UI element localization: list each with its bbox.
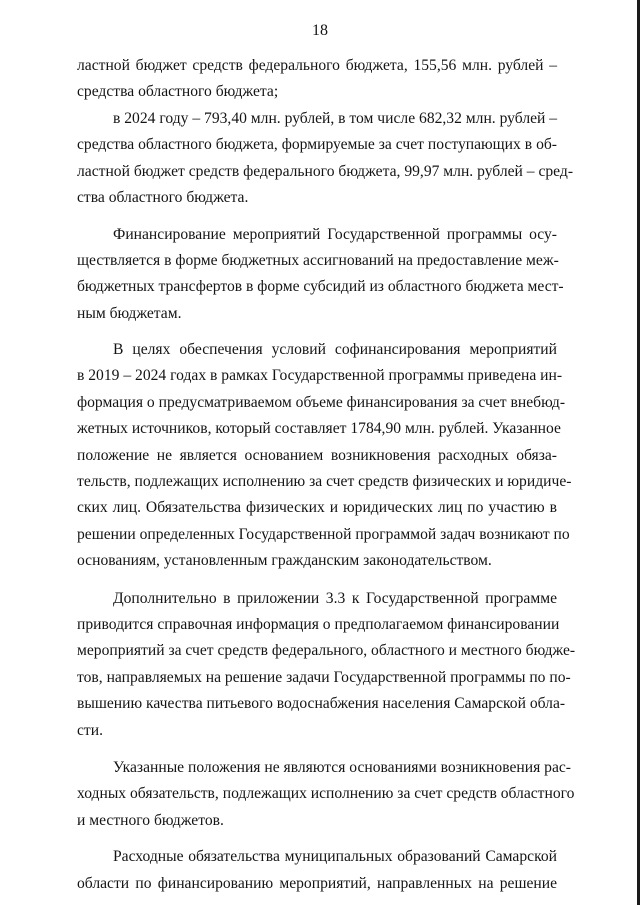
text-line: ществляется в форме бюджетных ассигнований на предоставление меж- bbox=[77, 252, 559, 269]
text-line: в 2024 году – 793,40 млн. рублей, в том числе 682,32 млн. рублей – bbox=[113, 110, 558, 127]
text-line: Дополнительно в приложении 3.3 к Государственной программе bbox=[113, 590, 557, 607]
page-number: 18 bbox=[312, 22, 328, 39]
text-line: в 2019 – 2024 годах в рамках Государственной программы приведена ин- bbox=[77, 367, 563, 384]
text-line: мероприятий за счет средств федерального, областного и местного бюдже- bbox=[77, 642, 576, 659]
text-line: формация о предусматриваемом объеме финансирования за счет внебюд- bbox=[77, 394, 566, 411]
text-line: тельств, подлежащих исполнению за счет средств физических и юридиче- bbox=[77, 473, 572, 490]
text-line: основаниям, установленным гражданским законодательством. bbox=[77, 552, 492, 569]
text-line: приводится справочная информация о предполагаемом финансировании bbox=[77, 616, 560, 633]
text-line: средства областного бюджета, формируемые за счет поступающих в об- bbox=[77, 136, 557, 153]
text-line: Финансирование мероприятий Государственной программы осу- bbox=[113, 226, 557, 243]
text-line: положение не является основанием возникновения расходных обяза- bbox=[77, 447, 557, 464]
text-line: тов, направляемых на решение задачи Государственной программы по по- bbox=[77, 669, 571, 686]
text-line: и местного бюджетов. bbox=[77, 812, 224, 829]
text-line: ластной бюджет средств федерального бюджета, 155,56 млн. рублей – bbox=[77, 57, 557, 74]
text-line: бюджетных трансфертов в форме субсидий из областного бюджета мест- bbox=[77, 278, 564, 295]
text-line: сти. bbox=[77, 722, 103, 739]
text-line: ства областного бюджета. bbox=[77, 189, 249, 206]
text-line: ских лиц. Обязательства физических и юридических лиц по участию в bbox=[77, 499, 557, 516]
text-line: вышению качества питьевого водоснабжения населения Самарской обла- bbox=[77, 695, 566, 712]
text-line: В целях обеспечения условий софинансирования мероприятий bbox=[113, 341, 557, 358]
text-line: ластной бюджет средств федерального бюджета, 99,97 млн. рублей – сред- bbox=[77, 163, 574, 180]
text-line: Указанные положения не являются основаниями возникновения рас- bbox=[113, 759, 571, 776]
text-line: ным бюджетам. bbox=[77, 305, 182, 322]
text-line: средства областного бюджета; bbox=[77, 83, 279, 100]
text-line: ходных обязательств, подлежащих исполнению за счет средств областного bbox=[77, 785, 575, 802]
text-line: Расходные обязательства муниципальных образований Самарской bbox=[113, 848, 557, 865]
text-line: области по финансированию мероприятий, направленных на решение bbox=[77, 875, 557, 892]
text-line: решении определенных Государственной программой задач возникают по bbox=[77, 526, 570, 543]
text-line: жетных источников, который составляет 1784,90 млн. рублей. Указанное bbox=[77, 420, 561, 437]
